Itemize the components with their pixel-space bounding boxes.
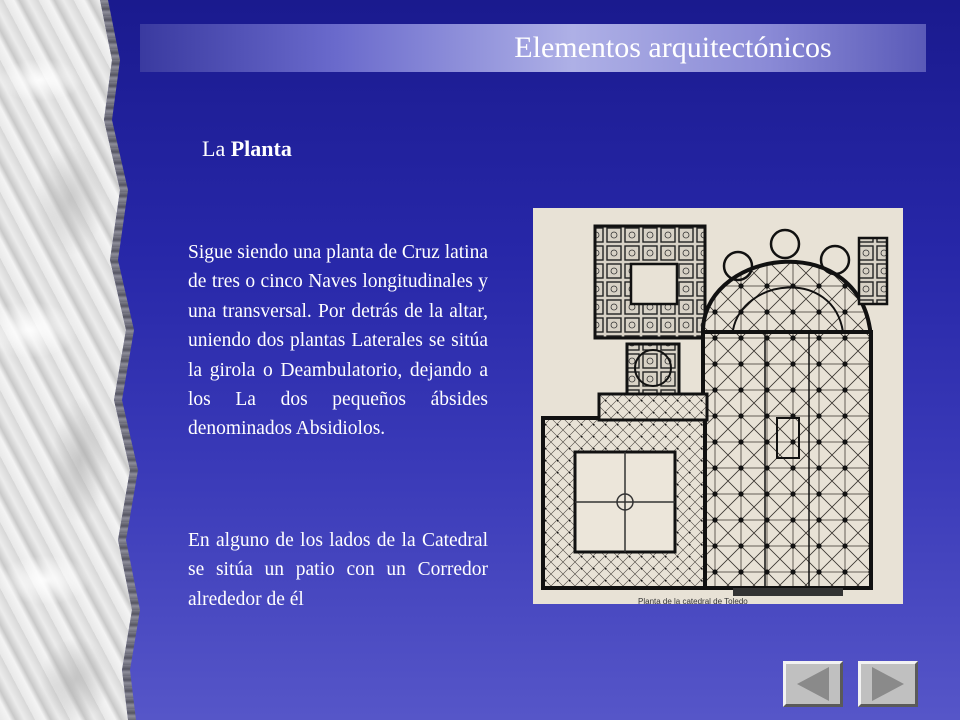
section-heading-bold: Planta [230, 136, 292, 161]
slide-title: Elementos arquitectónicos [514, 31, 832, 64]
cathedral-floor-plan-image [533, 208, 903, 604]
section-heading [202, 136, 292, 162]
paragraph-patio: En alguno de los lados de la Catedral se sitúa un patio con un Corredor alrededor de él [188, 530, 488, 610]
section-heading-prefix: La [202, 136, 226, 161]
floor-plan-caption: Planta de la catedral de Toledo [638, 597, 748, 604]
marble-side-border [0, 0, 135, 720]
triangle-right-icon [872, 667, 904, 701]
title-bar [140, 24, 926, 72]
next-slide-button[interactable] [858, 661, 918, 707]
previous-slide-button[interactable] [783, 661, 843, 707]
triangle-left-icon [797, 667, 829, 701]
floor-plan-drawing [533, 208, 903, 604]
paragraph-planta: Sigue siendo una planta de Cruz latina de tres o cinco Naves longitudinales y una transversal. Por detrás de la altar, uniendo dos plantas Laterales se sitúa la girola o Deambulatorio, dejando a los La dos pequeños ábsides denominados Absidiolos. [188, 242, 489, 440]
